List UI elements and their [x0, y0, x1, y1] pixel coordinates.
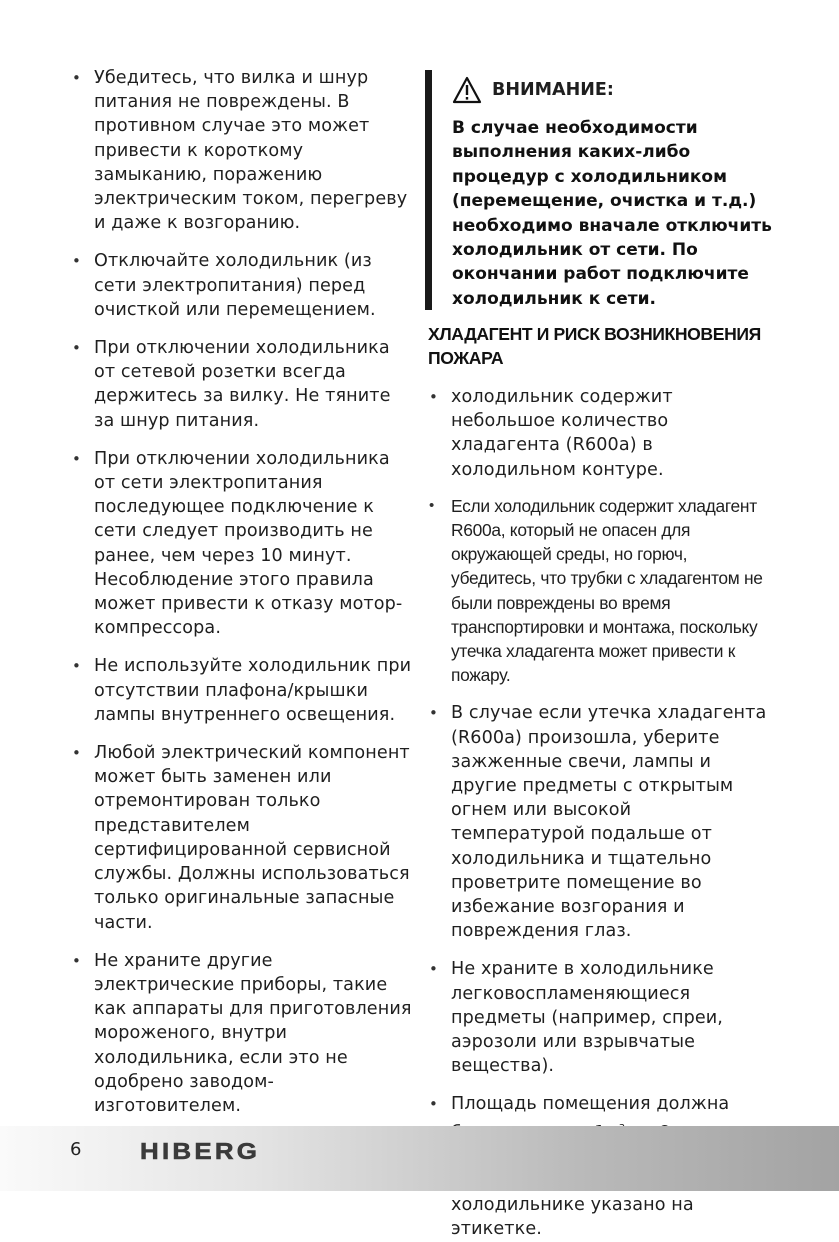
- list-item: • холодильник содержит небольшое количество хладагента (R600a) в холодильном контуре.: [425, 385, 770, 482]
- last-item-text-start: Площадь помещения должна: [451, 1094, 730, 1115]
- list-item: • Убедитесь, что вилка и шнур питания не повреждены. В противном случае это может привести к короткому замыканию, поражению электрическим током, перегреву и даже к возгоранию.: [68, 66, 413, 235]
- list-item: • В случае если утечка хладагента (R600a) произошла, уберите зажженные свечи, лампы и другие предметы с открытым огнем или высокой температурой подальше от холодильника и тщательно проветрите помещение во избежание возгорания и повреждения глаз.: [425, 701, 770, 943]
- list-item: • При отключении холодильника от сети электропитания последующее подключение к сети следует производить не ранее, чем через 10 минут. Несоблюдение этого правила может привести к отказу мотор-компрессора.: [68, 447, 413, 641]
- right-column: [425, 385, 770, 1242]
- brand-logo: [140, 1138, 290, 1164]
- left-column: [68, 66, 413, 1118]
- list-item: • Если холодильник содержит хладагент R600a, который не опасен для окружающей среды, но горюч, убедитесь, что трубки с хладагентом не были повреждены во время транспортировки и монтажа, поскольку утечка хладагента может привести к пожару.: [425, 494, 770, 688]
- page-number: 6: [70, 1139, 82, 1160]
- section-title: ХЛАДАГЕНТ И РИСК ВОЗНИКНОВЕНИЯ ПОЖАРА: [428, 324, 761, 368]
- list-item: • Не храните другие электрические приборы, такие как аппараты для приготовления мороженого, внутри холодильника, если это не одобрено заводом-изготовителем.: [68, 949, 413, 1118]
- last-item-text-end: холодильнике указано на этикетке.: [451, 1195, 694, 1240]
- right-bullet-list: [425, 385, 770, 1242]
- warning-box: [425, 70, 775, 310]
- footer-bar: [0, 1126, 839, 1191]
- warning-text: В случае необходимости выполнения каких-либо процедур с холодильником (перемещение, очистка и т.д.) необходимо вначале отключить холодильник от сети. По окончании работ подключите холодильник к сети.: [452, 118, 772, 309]
- list-item: • При отключении холодильника от сетевой розетки всегда держитесь за вилку. Не тяните за шнур питания.: [68, 336, 413, 433]
- list-item: • Не храните в холодильнике легковоспламеняющиеся предметы (например, спреи, аэрозоли или взрывчатые вещества).: [425, 957, 770, 1078]
- left-bullet-list: [68, 66, 413, 1118]
- brand-logo-text: HIBERG: [140, 1139, 261, 1164]
- warning-header: [452, 72, 775, 108]
- list-item: • Любой электрический компонент может быть заменен или отремонтирован только представителем сертифицированной сервисной службы. Должны использоваться только оригинальные запасные части.: [68, 741, 413, 935]
- list-item: • Отключайте холодильник (из сети электропитания) перед очисткой или перемещением.: [68, 249, 413, 322]
- list-item: • Не используйте холодильник при отсутствии плафона/крышки лампы внутреннего освещения.: [68, 654, 413, 727]
- warning-triangle-icon: [452, 76, 482, 104]
- warning-title: ВНИМАНИЕ:: [492, 80, 614, 100]
